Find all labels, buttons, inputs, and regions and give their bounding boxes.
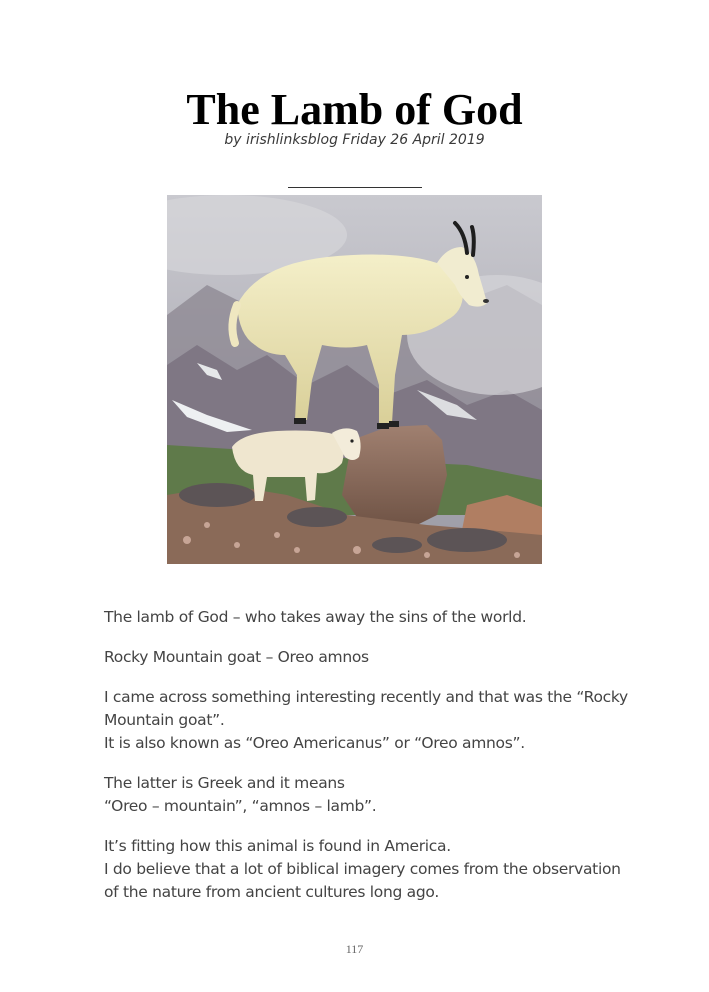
- page-title: The Lamb of God: [186, 85, 523, 134]
- byline: by irishlinksblog Friday 26 April 2019: [224, 132, 485, 148]
- paragraph-3-line-3: It is also known as “Oreo Americanus” or “Oreo amnos”.: [104, 734, 525, 752]
- paragraph-4-line-1: The latter is Greek and it means: [104, 774, 345, 792]
- body-text: [104, 686, 628, 755]
- paragraph-3-line-1: I came across something interesting recently and that was the “Rocky: [104, 688, 628, 706]
- paragraph-3-line-2: Mountain goat”.: [104, 711, 225, 729]
- paragraph-4-line-2: “Oreo – mountain”, “amnos – lamb”.: [104, 797, 377, 815]
- paragraph-5-line-1: It’s fitting how this animal is found in America.: [104, 837, 451, 855]
- body-text: [104, 772, 624, 818]
- body-text: [104, 646, 624, 669]
- body-text: [104, 606, 624, 629]
- title-divider: [288, 187, 422, 188]
- goat-photo: [167, 195, 542, 564]
- paragraph-1-line-1: The lamb of God – who takes away the sins of the world.: [104, 608, 527, 626]
- paragraph-2-line-1: Rocky Mountain goat – Oreo amnos: [104, 648, 369, 666]
- body-text: [104, 835, 624, 904]
- paragraph-5-line-2: I do believe that a lot of biblical imagery comes from the observation: [104, 860, 621, 878]
- paragraph-5-line-3: of the nature from ancient cultures long ago.: [104, 883, 439, 901]
- page-number: 117: [345, 942, 364, 956]
